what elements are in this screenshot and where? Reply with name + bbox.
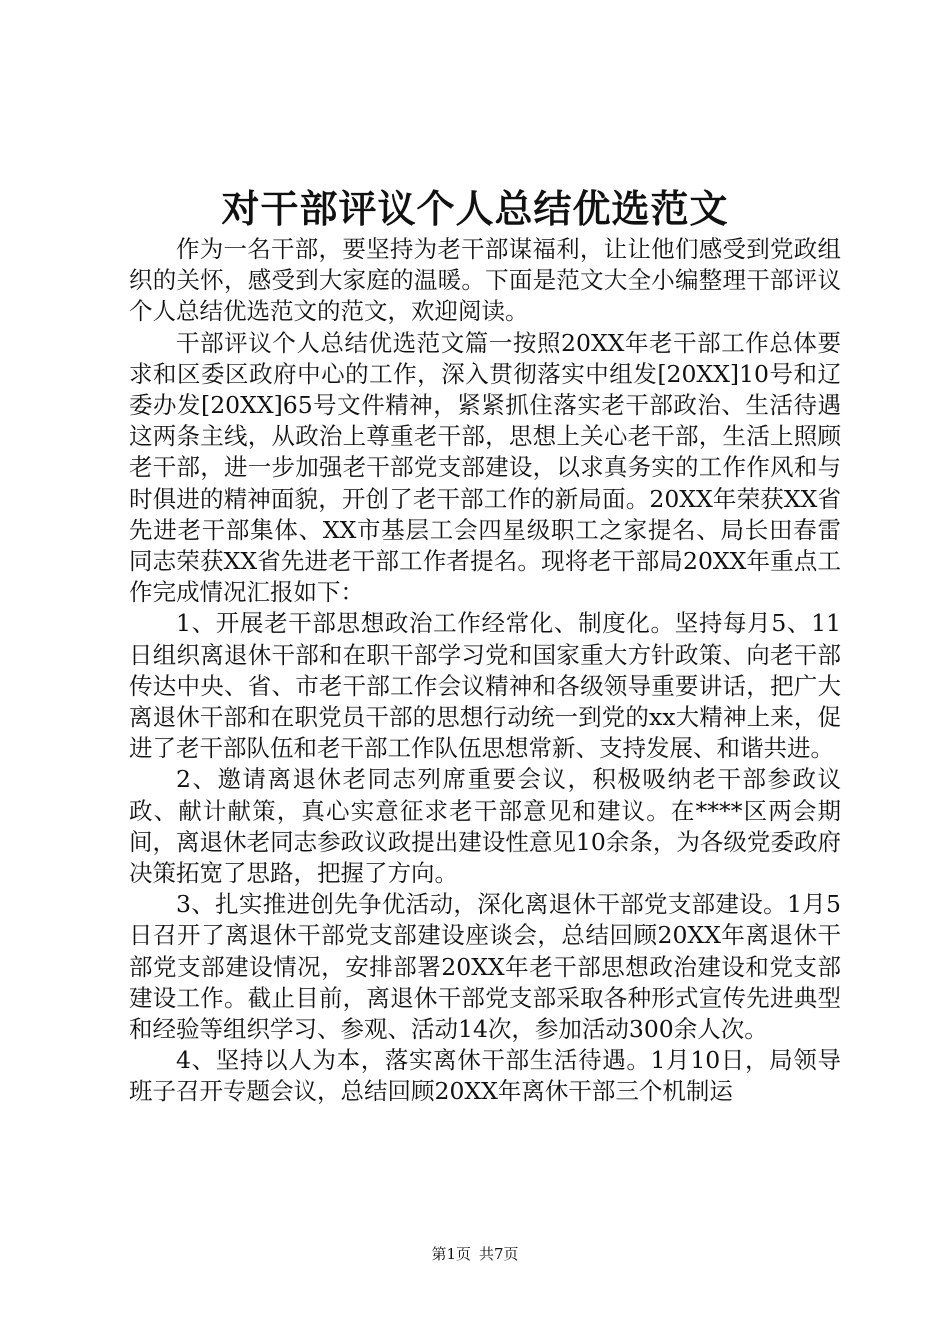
paragraph-overview: 干部评议个人总结优选范文篇一按照20XX年老干部工作总体要求和区委区政府中心的工作，深入贯彻落实中组发[20XX]10号和辽委办发[20XX]65号文件精神，紧紧抓住落实老干部政治、生活待遇这两条主线，从政治上尊重老干部，思想上关心老干部，生活上照顾老干部，进一步加强老干部党支部建设，以求真务实的工作作风和与时俱进的精神面貌，开创了老干部工作的新局面。20XX年荣获XX省先进老干部集体、XX市基层工会四星级职工之家提名、局长田春雷同志荣获XX省先进老干部工作者提名。现将老干部局20XX年重点工作完成情况汇报如下： xyxy=(129,328,841,607)
document-title: 对干部评议个人总结优选范文 xyxy=(221,186,729,231)
page-number: 第1页 xyxy=(431,1245,471,1263)
paragraph-item-3: 3、扎实推进创先争优活动，深化离退休干部党支部建设。1月5日召开了离退休干部党支部建设座谈会，总结回顾20XX年离退休干部党支部建设情况，安排部署20XX年老干部思想政治建设和党支部建设工作。截止目前，离退休干部党支部采取各种形式宣传先进典型和经验等组织学习、参观、活动14次，参加活动300余人次。 xyxy=(129,890,841,1044)
paragraph-item-4: 4、坚持以人为本，落实离休干部生活待遇。1月10日，局领导班子召开专题会议，总结回顾20XX年离休干部三个机制运 xyxy=(129,1046,841,1106)
paragraph-item-2: 2、邀请离退休老同志列席重要会议，积极吸纳老干部参政议政、献计献策，真心实意征求老干部意见和建议。在****区两会期间，离退休老同志参政议政提出建设性意见10余条，为各级党委政府决策拓宽了思路，把握了方向。 xyxy=(129,765,841,888)
page-total: 共7页 xyxy=(479,1245,519,1263)
page-footer xyxy=(0,1244,950,1264)
document-body xyxy=(129,234,841,1108)
paragraph-intro: 作为一名干部，要坚持为老干部谋福利，让让他们感受到党政组织的关怀，感受到大家庭的温暖。下面是范文大全小编整理干部评议个人总结优选范文的范文，欢迎阅读。 xyxy=(129,235,841,326)
paragraph-item-1: 1、开展老干部思想政治工作经常化、制度化。坚持每月5、11日组织离退休干部和在职干部学习党和国家重大方针政策、向老干部传达中央、省、市老干部工作会议精神和各级领导重要讲话，把广大离退休干部和在职党员干部的思想行动统一到党的xx大精神上来，促进了老干部队伍和老干部工作队伍思想常新、支持发展、和谐共进。 xyxy=(129,609,841,763)
